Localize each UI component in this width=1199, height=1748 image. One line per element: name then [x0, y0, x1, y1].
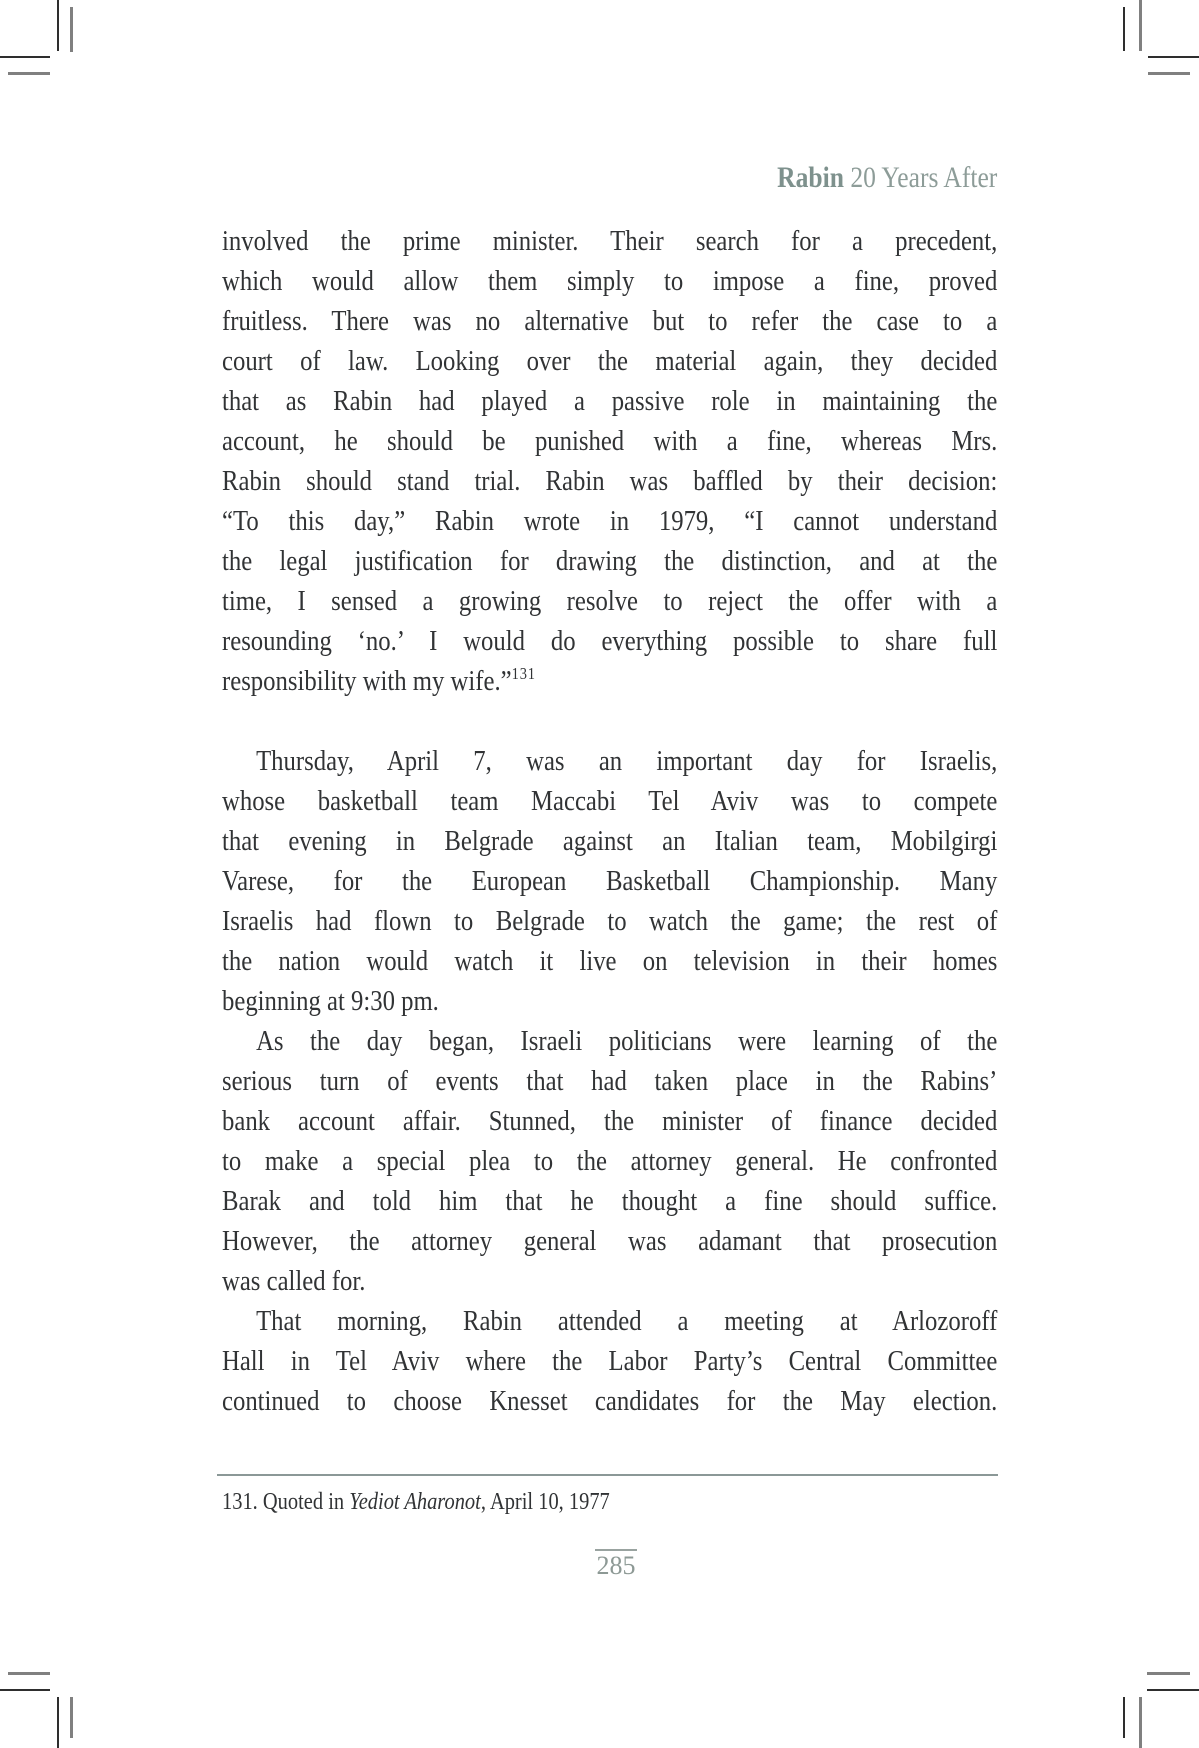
text-line	[222, 941, 997, 981]
footnote-text-end: , April 10, 1977	[480, 1489, 610, 1515]
crop-mark-bottom-right-horizontal-inner	[1147, 1689, 1199, 1691]
text-line	[222, 821, 997, 861]
text-segment: to make a special plea to the attorney general. He confronted	[222, 1145, 998, 1177]
text-line	[222, 621, 997, 661]
text-segment: bank account affair. Stunned, the minister of finance decided	[222, 1105, 998, 1137]
text-line	[222, 221, 997, 261]
text-segment: time, I sensed a growing resolve to reject the offer with a	[222, 585, 998, 617]
crop-mark-bottom-left-vertical-outer	[70, 1697, 73, 1738]
text-line	[222, 381, 997, 421]
text-segment: Barak and told him that he thought a fine should suffice.	[222, 1185, 998, 1217]
text-line	[222, 341, 997, 381]
text-segment: account, he should be punished with a fine, whereas Mrs.	[222, 425, 998, 457]
text-segment: that as Rabin had played a passive role in maintaining the	[222, 385, 998, 417]
crop-mark-top-right-vertical-outer	[1139, 0, 1142, 51]
text-segment: fruitless. There was no alternative but to refer the case to a	[222, 305, 998, 337]
text-segment: whose basketball team Maccabi Tel Aviv was to compete	[222, 785, 998, 817]
text-line	[222, 981, 997, 1021]
text-line	[222, 1341, 997, 1381]
crop-mark-bottom-right-horizontal-outer	[1147, 1672, 1190, 1675]
paragraph	[222, 221, 997, 701]
footnote-ref: 131	[511, 664, 536, 683]
text-segment: resounding ‘no.’ I would do everything possible to share full	[222, 625, 998, 657]
text-segment: That morning, Rabin attended a meeting at Arlozoroff	[256, 1305, 998, 1337]
text-line	[222, 461, 997, 501]
header-title-rest: 20 Years After	[843, 161, 998, 194]
text-segment: beginning at 9:30 pm.	[222, 985, 439, 1017]
crop-mark-bottom-right-vertical-outer	[1139, 1697, 1142, 1748]
page-number: 285	[596, 1551, 636, 1580]
crop-mark-top-right-horizontal-outer	[1148, 72, 1190, 75]
text-line	[222, 261, 997, 301]
text-line	[222, 1301, 997, 1341]
text-line	[222, 1101, 997, 1141]
crop-mark-bottom-left-horizontal-inner	[0, 1689, 50, 1691]
text-segment: However, the attorney general was adamant that prosecution	[222, 1225, 998, 1257]
text-line	[222, 861, 997, 901]
crop-mark-bottom-left-vertical-inner	[57, 1697, 59, 1748]
text-segment: Varese, for the European Basketball Championship. Many	[222, 865, 998, 897]
text-segment: was called for.	[222, 1265, 366, 1297]
page-number-block	[592, 1549, 640, 1580]
text-line	[222, 1061, 997, 1101]
text-segment: the legal justification for drawing the distinction, and at the	[222, 545, 998, 577]
text-segment: which would allow them simply to impose a fine, proved	[222, 265, 998, 297]
text-segment: “To this day,” Rabin wrote in 1979, “I cannot understand	[222, 505, 998, 537]
text-line	[222, 1141, 997, 1181]
paragraph	[222, 1301, 997, 1421]
footnote-text-start: 131. Quoted in	[222, 1489, 350, 1515]
text-segment: that evening in Belgrade against an Italian team, Mobilgirgi	[222, 825, 998, 857]
text-line	[222, 1381, 997, 1421]
text-segment: Thursday, April 7, was an important day for Israelis,	[256, 745, 998, 777]
crop-mark-top-left-vertical-inner	[57, 0, 59, 51]
header-title-bold: Rabin	[777, 161, 844, 194]
crop-mark-bottom-left-horizontal-outer	[8, 1672, 50, 1675]
text-line	[222, 501, 997, 541]
text-segment: the nation would watch it live on television in their homes	[222, 945, 998, 977]
crop-mark-top-left-vertical-outer	[70, 7, 73, 52]
text-line	[222, 781, 997, 821]
crop-mark-top-right-vertical-inner	[1123, 7, 1125, 51]
crop-mark-top-left-horizontal-outer	[8, 72, 50, 75]
text-segment: Israelis had flown to Belgrade to watch the game; the rest of	[222, 905, 998, 937]
text-segment: continued to choose Knesset candidates for the May election.	[222, 1385, 998, 1417]
body-text	[222, 221, 997, 1421]
text-segment: court of law. Looking over the material again, they decided	[222, 345, 998, 377]
text-line	[222, 1261, 997, 1301]
text-segment: involved the prime minister. Their search for a precedent,	[222, 225, 998, 257]
paragraph	[222, 741, 997, 1021]
text-line	[222, 581, 997, 621]
running-header	[222, 160, 997, 196]
text-line	[222, 541, 997, 581]
text-line	[222, 421, 997, 461]
text-line	[222, 301, 997, 341]
text-segment: responsibility with my wife.”	[222, 665, 512, 697]
text-segment: serious turn of events that had taken place in the Rabins’	[222, 1065, 998, 1097]
crop-mark-top-right-horizontal-inner	[1148, 56, 1199, 58]
text-line	[222, 661, 997, 701]
text-segment: Rabin should stand trial. Rabin was baffled by their decision:	[222, 465, 998, 497]
text-segment: As the day began, Israeli politicians were learning of the	[256, 1025, 998, 1057]
footnote-source-italic: Yediot Aharonot	[349, 1489, 481, 1515]
text-line	[222, 901, 997, 941]
text-segment: Hall in Tel Aviv where the Labor Party’s Central Committee	[222, 1345, 998, 1377]
crop-mark-bottom-right-vertical-inner	[1123, 1697, 1125, 1738]
footnote	[222, 1487, 997, 1517]
text-line	[222, 1181, 997, 1221]
paragraph	[222, 1021, 997, 1301]
text-line	[222, 741, 997, 781]
crop-mark-top-left-horizontal-inner	[0, 56, 50, 58]
footnote-rule	[217, 1474, 998, 1476]
text-line	[222, 1221, 997, 1261]
text-line	[222, 1021, 997, 1061]
